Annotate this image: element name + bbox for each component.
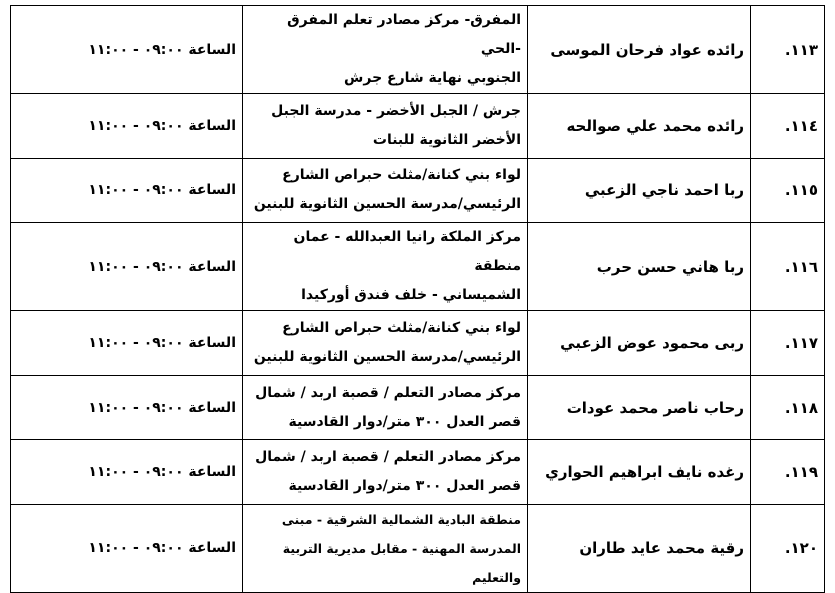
location-cell <box>243 440 528 505</box>
table-row <box>11 504 825 592</box>
location-line-1: لواء بني كنانة/مثلث حبراص الشارع <box>282 167 521 184</box>
table-row <box>11 311 825 376</box>
row-number: ١١٦. <box>751 223 825 311</box>
location-line-1: مركز مصادر التعلم / قصبة اربد / شمال <box>255 449 521 466</box>
time-cell: الساعة ٠٩:٠٠ - ١١:٠٠ <box>11 311 243 376</box>
location-line-2: الرئيسي/مدرسة الحسين الثانوية للبنين <box>253 348 521 365</box>
person-name: رحاب ناصر محمد عودات <box>528 375 751 440</box>
location-line-2: الجنوبي نهاية شارع جرش <box>344 70 521 86</box>
row-number: ١١٩. <box>751 440 825 505</box>
row-number: ١١٤. <box>751 94 825 159</box>
location-cell <box>243 6 528 94</box>
location-line-1: منطقة البادية الشمالية الشرقية - مبنى <box>281 511 521 527</box>
schedule-table <box>10 5 825 593</box>
time-cell: الساعة ٠٩:٠٠ - ١١:٠٠ <box>11 223 243 311</box>
location-line-2: قصر العدل ٣٠٠ متر/دوار القادسية <box>288 478 521 495</box>
location-line-1: المفرق- مركز مصادر تعلم المفرق -الحي <box>287 12 521 57</box>
person-name: ربا هاني حسن حرب <box>528 223 751 311</box>
location-line-2: الأخضر الثانوية للبنات <box>372 131 521 148</box>
location-line-2: المدرسة المهنية - مقابل مديرية التربية والتعليم <box>282 540 521 585</box>
time-cell: الساعة ٠٩:٠٠ - ١١:٠٠ <box>11 6 243 94</box>
person-name: رغده نايف ابراهيم الحواري <box>528 440 751 505</box>
table-row <box>11 94 825 159</box>
location-line-2: الشميساني - خلف فندق أوركيدا <box>301 287 521 304</box>
row-number: ١١٥. <box>751 158 825 223</box>
table-row <box>11 375 825 440</box>
location-line-1: جرش / الجبل الأخضر - مدرسة الجبل <box>271 102 521 119</box>
time-cell: الساعة ٠٩:٠٠ - ١١:٠٠ <box>11 158 243 223</box>
location-cell <box>243 311 528 376</box>
row-number: ١٢٠. <box>751 504 825 592</box>
time-cell: الساعة ٠٩:٠٠ - ١١:٠٠ <box>11 440 243 505</box>
person-name: رقية محمد عايد طاران <box>528 504 751 592</box>
person-name: رائده محمد علي صوالحه <box>528 94 751 159</box>
row-number: ١١٧. <box>751 311 825 376</box>
table-row <box>11 6 825 94</box>
person-name: ربى محمود عوض الزعبي <box>528 311 751 376</box>
location-cell <box>243 504 528 592</box>
person-name: ربا احمد ناجي الزعبي <box>528 158 751 223</box>
location-line-1: لواء بني كنانة/مثلث حبراص الشارع <box>282 319 521 336</box>
time-cell: الساعة ٠٩:٠٠ - ١١:٠٠ <box>11 375 243 440</box>
location-line-2: الرئيسي/مدرسة الحسين الثانوية للبنين <box>253 196 521 213</box>
row-number: ١١٨. <box>751 375 825 440</box>
location-line-2: قصر العدل ٣٠٠ متر/دوار القادسية <box>288 413 521 430</box>
table-row <box>11 158 825 223</box>
table-row <box>11 440 825 505</box>
row-number: ١١٣. <box>751 6 825 94</box>
time-cell: الساعة ٠٩:٠٠ - ١١:٠٠ <box>11 504 243 592</box>
person-name: رائده عواد فرحان الموسى <box>528 6 751 94</box>
location-cell <box>243 158 528 223</box>
location-line-1: مركز الملكة رانيا العبدالله - عمان منطقة <box>293 229 521 275</box>
location-cell <box>243 375 528 440</box>
table-row <box>11 223 825 311</box>
location-line-1: مركز مصادر التعلم / قصبة اربد / شمال <box>255 384 521 401</box>
location-cell <box>243 94 528 159</box>
location-cell <box>243 223 528 311</box>
time-cell: الساعة ٠٩:٠٠ - ١١:٠٠ <box>11 94 243 159</box>
